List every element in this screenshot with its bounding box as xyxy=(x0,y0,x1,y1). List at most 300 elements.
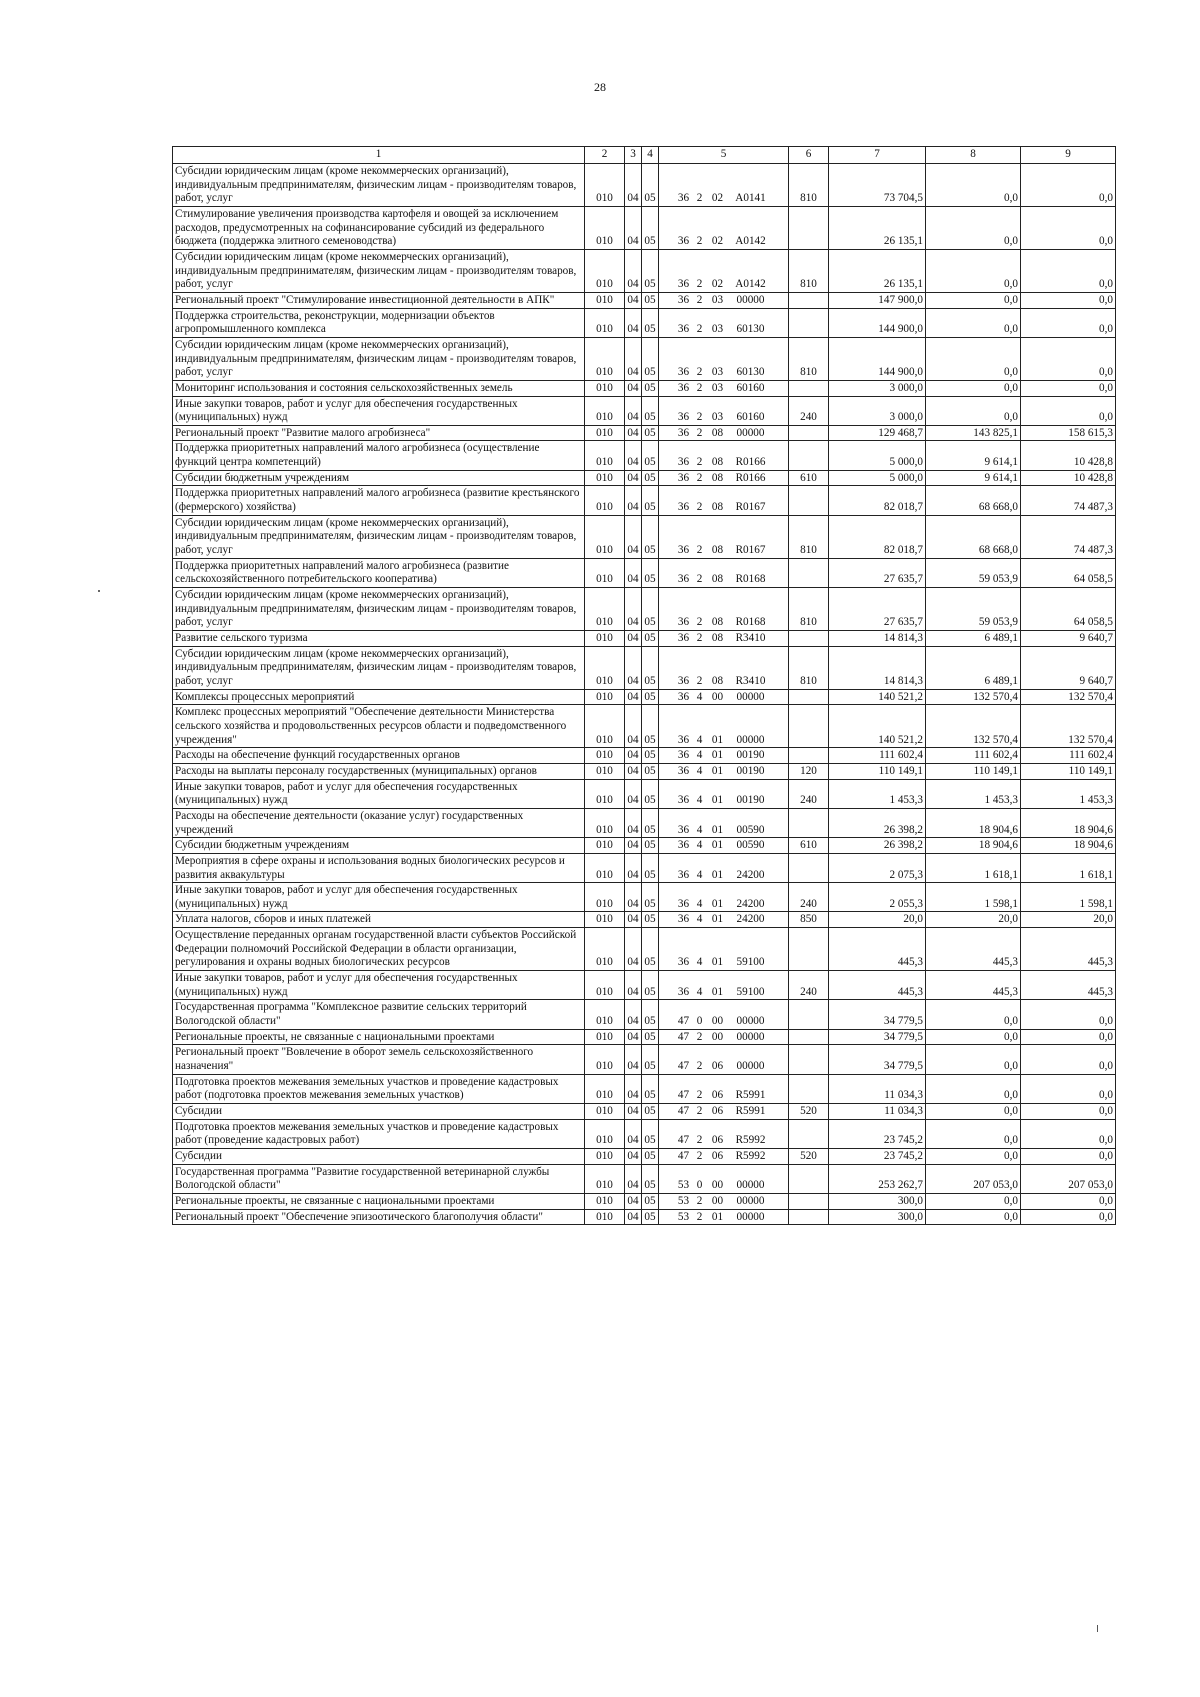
subprogram-code: 2 xyxy=(696,235,703,248)
subsection-code: 04 xyxy=(625,705,642,748)
direction-code: 00590 xyxy=(736,823,765,836)
direction-code: R5991 xyxy=(735,1089,766,1102)
expense-type-code xyxy=(789,206,829,249)
program-code: 36 xyxy=(677,456,690,469)
amount-col-9: 18 904,6 xyxy=(1021,808,1116,837)
amount-col-8: 132 570,4 xyxy=(926,705,1021,748)
row-name: Подготовка проектов межевания земельных участков и проведение кадастровых работ (проведение кадастровых работ) xyxy=(173,1119,585,1148)
program-code: 36 xyxy=(677,839,690,852)
section-code: 010 xyxy=(585,631,625,647)
subprogram-code: 2 xyxy=(696,323,703,336)
program-code: 36 xyxy=(677,471,690,484)
group-code: 00 xyxy=(711,690,724,703)
subsection-code: 04 xyxy=(625,396,642,425)
amount-col-8: 111 602,4 xyxy=(926,748,1021,764)
row-name: Субсидии бюджетным учреждениям xyxy=(173,470,585,486)
group-code: 01 xyxy=(711,749,724,762)
program-code: 36 xyxy=(677,192,690,205)
subsection-code: 04 xyxy=(625,883,642,912)
direction-code: 00000 xyxy=(736,1060,765,1073)
chapter-code: 05 xyxy=(642,1209,659,1225)
table-row xyxy=(173,1164,1116,1193)
section-code: 010 xyxy=(585,1000,625,1029)
target-article-code xyxy=(659,308,789,337)
subprogram-code: 2 xyxy=(696,456,703,469)
program-code: 36 xyxy=(677,235,690,248)
row-name: Иные закупки товаров, работ и услуг для обеспечения государственных (муниципальных) нужд xyxy=(173,971,585,1000)
group-code: 01 xyxy=(711,839,724,852)
program-code: 47 xyxy=(677,1134,690,1147)
subprogram-code: 2 xyxy=(696,616,703,629)
subprogram-code: 2 xyxy=(696,1194,703,1207)
row-name: Субсидии юридическим лицам (кроме некоммерческих организаций), индивидуальным предпринимателям, физическим лицам - производителям товаров, работ, услуг xyxy=(173,515,585,558)
expense-type-code xyxy=(789,748,829,764)
group-code: 00 xyxy=(711,1015,724,1028)
program-code: 36 xyxy=(677,366,690,379)
row-name: Поддержка приоритетных направлений малого агробизнеса (осуществление функций центра компетенций) xyxy=(173,441,585,470)
group-code: 01 xyxy=(711,1210,724,1223)
program-code: 53 xyxy=(677,1194,690,1207)
target-article-code xyxy=(659,515,789,558)
row-name: Иные закупки товаров, работ и услуг для обеспечения государственных (муниципальных) нужд xyxy=(173,883,585,912)
amount-col-9: 132 570,4 xyxy=(1021,689,1116,705)
header-cell: 8 xyxy=(926,147,1021,164)
amount-col-7: 14 814,3 xyxy=(829,646,926,689)
program-code: 36 xyxy=(677,573,690,586)
direction-code: 60160 xyxy=(736,411,765,424)
direction-code: R0168 xyxy=(735,616,766,629)
subprogram-code: 2 xyxy=(696,278,703,291)
amount-col-9: 0,0 xyxy=(1021,337,1116,380)
subsection-code: 04 xyxy=(625,1104,642,1120)
expense-type-code: 810 xyxy=(789,337,829,380)
chapter-code: 05 xyxy=(642,689,659,705)
amount-col-8: 1 618,1 xyxy=(926,853,1021,882)
amount-col-9: 10 428,8 xyxy=(1021,470,1116,486)
section-code: 010 xyxy=(585,425,625,441)
group-code: 08 xyxy=(711,632,724,644)
direction-code: 00000 xyxy=(736,1210,765,1223)
table-row xyxy=(173,515,1116,558)
amount-col-8: 59 053,9 xyxy=(926,588,1021,631)
amount-col-7: 129 468,7 xyxy=(829,425,926,441)
subprogram-code: 2 xyxy=(696,1105,703,1117)
amount-col-7: 14 814,3 xyxy=(829,631,926,647)
subsection-code: 04 xyxy=(625,337,642,380)
section-code: 010 xyxy=(585,748,625,764)
subprogram-code: 2 xyxy=(696,573,703,586)
amount-col-8: 445,3 xyxy=(926,928,1021,971)
amount-col-8: 0,0 xyxy=(926,292,1021,308)
amount-col-8: 68 668,0 xyxy=(926,486,1021,515)
subprogram-code: 2 xyxy=(696,366,703,379)
amount-col-7: 445,3 xyxy=(829,971,926,1000)
chapter-code: 05 xyxy=(642,1104,659,1120)
chapter-code: 05 xyxy=(642,1000,659,1029)
subsection-code: 04 xyxy=(625,779,642,808)
subsection-code: 04 xyxy=(625,631,642,647)
subsection-code: 04 xyxy=(625,1148,642,1164)
row-name: Государственная программа "Развитие государственной ветеринарной службы Вологодской области" xyxy=(173,1164,585,1193)
row-name: Субсидии юридическим лицам (кроме некоммерческих организаций), индивидуальным предпринимателям, физическим лицам - производителям товаров, работ, услуг xyxy=(173,337,585,380)
amount-col-8: 18 904,6 xyxy=(926,808,1021,837)
amount-col-9: 0,0 xyxy=(1021,206,1116,249)
subprogram-code: 2 xyxy=(696,426,703,439)
program-code: 36 xyxy=(677,323,690,336)
group-code: 03 xyxy=(711,323,724,336)
amount-col-8: 132 570,4 xyxy=(926,689,1021,705)
amount-col-7: 1 453,3 xyxy=(829,779,926,808)
target-article-code xyxy=(659,206,789,249)
subprogram-code: 2 xyxy=(696,1030,703,1043)
group-code: 03 xyxy=(711,411,724,424)
subsection-code: 04 xyxy=(625,470,642,486)
target-article-code xyxy=(659,292,789,308)
subsection-code: 04 xyxy=(625,558,642,587)
target-article-code xyxy=(659,249,789,292)
amount-col-8: 0,0 xyxy=(926,1148,1021,1164)
chapter-code: 05 xyxy=(642,631,659,647)
row-name: Поддержка приоритетных направлений малого агробизнеса (развитие сельскохозяйственного потребительского кооператива) xyxy=(173,558,585,587)
subsection-code: 04 xyxy=(625,689,642,705)
amount-col-7: 23 745,2 xyxy=(829,1148,926,1164)
section-code: 010 xyxy=(585,337,625,380)
direction-code: 59100 xyxy=(736,985,765,998)
chapter-code: 05 xyxy=(642,1119,659,1148)
amount-col-8: 0,0 xyxy=(926,396,1021,425)
direction-code: 24200 xyxy=(736,913,765,926)
group-code: 01 xyxy=(711,733,724,746)
chapter-code: 05 xyxy=(642,337,659,380)
page-number: 28 xyxy=(594,80,606,94)
program-code: 53 xyxy=(677,1179,690,1192)
subprogram-code: 2 xyxy=(696,632,703,644)
table-row xyxy=(173,308,1116,337)
direction-code: R3410 xyxy=(735,632,766,644)
group-code: 01 xyxy=(711,794,724,807)
subsection-code: 04 xyxy=(625,515,642,558)
group-code: 08 xyxy=(711,471,724,484)
chapter-code: 05 xyxy=(642,441,659,470)
amount-col-7: 26 398,2 xyxy=(829,838,926,854)
amount-col-8: 445,3 xyxy=(926,971,1021,1000)
row-name: Субсидии юридическим лицам (кроме некоммерческих организаций), индивидуальным предпринимателям, физическим лицам - производителям товаров, работ, услуг xyxy=(173,588,585,631)
target-article-code xyxy=(659,1148,789,1164)
subprogram-code: 4 xyxy=(696,868,703,881)
expense-type-code xyxy=(789,1164,829,1193)
amount-col-9: 445,3 xyxy=(1021,971,1116,1000)
section-code: 010 xyxy=(585,1045,625,1074)
amount-col-9: 18 904,6 xyxy=(1021,838,1116,854)
target-article-code xyxy=(659,705,789,748)
amount-col-9: 1 453,3 xyxy=(1021,779,1116,808)
chapter-code: 05 xyxy=(642,292,659,308)
table-row xyxy=(173,470,1116,486)
subprogram-code: 2 xyxy=(696,1149,703,1162)
table-row xyxy=(173,763,1116,779)
amount-col-9: 0,0 xyxy=(1021,380,1116,396)
target-article-code xyxy=(659,1045,789,1074)
section-code: 010 xyxy=(585,853,625,882)
table-row xyxy=(173,1148,1116,1164)
target-article-code xyxy=(659,912,789,928)
amount-col-9: 0,0 xyxy=(1021,292,1116,308)
subsection-code: 04 xyxy=(625,1045,642,1074)
direction-code: R0166 xyxy=(735,471,766,484)
table-row xyxy=(173,588,1116,631)
section-code: 010 xyxy=(585,808,625,837)
table-row xyxy=(173,838,1116,854)
amount-col-9: 207 053,0 xyxy=(1021,1164,1116,1193)
amount-col-7: 23 745,2 xyxy=(829,1119,926,1148)
subsection-code: 04 xyxy=(625,308,642,337)
group-code: 02 xyxy=(711,192,724,205)
row-name: Региональные проекты, не связанные с национальными проектами xyxy=(173,1029,585,1045)
table-row xyxy=(173,1209,1116,1225)
subprogram-code: 4 xyxy=(696,956,703,969)
amount-col-8: 6 489,1 xyxy=(926,646,1021,689)
direction-code: 59100 xyxy=(736,956,765,969)
chapter-code: 05 xyxy=(642,748,659,764)
expense-type-code: 810 xyxy=(789,515,829,558)
amount-col-7: 11 034,3 xyxy=(829,1104,926,1120)
row-name: Расходы на обеспечение деятельности (оказание услуг) государственных учреждений xyxy=(173,808,585,837)
amount-col-9: 110 149,1 xyxy=(1021,763,1116,779)
table-row xyxy=(173,396,1116,425)
table-row xyxy=(173,206,1116,249)
chapter-code: 05 xyxy=(642,883,659,912)
target-article-code xyxy=(659,380,789,396)
chapter-code: 05 xyxy=(642,588,659,631)
chapter-code: 05 xyxy=(642,928,659,971)
section-code: 010 xyxy=(585,646,625,689)
row-name: Уплата налогов, сборов и иных платежей xyxy=(173,912,585,928)
target-article-code xyxy=(659,164,789,207)
program-code: 36 xyxy=(677,690,690,703)
row-name: Развитие сельского туризма xyxy=(173,631,585,647)
program-code: 36 xyxy=(677,764,690,777)
group-code: 03 xyxy=(711,381,724,394)
amount-col-7: 34 779,5 xyxy=(829,1045,926,1074)
program-code: 47 xyxy=(677,1089,690,1102)
subsection-code: 04 xyxy=(625,380,642,396)
chapter-code: 05 xyxy=(642,249,659,292)
amount-col-8: 0,0 xyxy=(926,1209,1021,1225)
row-name: Региональный проект "Обеспечение эпизоотического благополучия области" xyxy=(173,1209,585,1225)
amount-col-7: 300,0 xyxy=(829,1209,926,1225)
program-code: 36 xyxy=(677,868,690,881)
row-name: Субсидии бюджетным учреждениям xyxy=(173,838,585,854)
amount-col-9: 0,0 xyxy=(1021,164,1116,207)
program-code: 47 xyxy=(677,1030,690,1043)
section-code: 010 xyxy=(585,515,625,558)
expense-type-code xyxy=(789,441,829,470)
chapter-code: 05 xyxy=(642,1074,659,1103)
group-code: 06 xyxy=(711,1149,724,1162)
subsection-code: 04 xyxy=(625,249,642,292)
table-row xyxy=(173,883,1116,912)
amount-col-9: 1 618,1 xyxy=(1021,853,1116,882)
amount-col-8: 9 614,1 xyxy=(926,470,1021,486)
subsection-code: 04 xyxy=(625,206,642,249)
subsection-code: 04 xyxy=(625,838,642,854)
table-row xyxy=(173,971,1116,1000)
row-name: Подготовка проектов межевания земельных участков и проведение кадастровых работ (подготовка проектов межевания земельных участков) xyxy=(173,1074,585,1103)
direction-code: 24200 xyxy=(736,868,765,881)
row-name: Иные закупки товаров, работ и услуг для обеспечения государственных (муниципальных) нужд xyxy=(173,396,585,425)
group-code: 08 xyxy=(711,426,724,439)
row-name: Расходы на обеспечение функций государственных органов xyxy=(173,748,585,764)
expense-type-code xyxy=(789,558,829,587)
target-article-code xyxy=(659,779,789,808)
expense-type-code: 810 xyxy=(789,249,829,292)
amount-col-7: 5 000,0 xyxy=(829,441,926,470)
expense-type-code xyxy=(789,1029,829,1045)
amount-col-7: 27 635,7 xyxy=(829,558,926,587)
chapter-code: 05 xyxy=(642,1045,659,1074)
expense-type-code xyxy=(789,486,829,515)
chapter-code: 05 xyxy=(642,1029,659,1045)
target-article-code xyxy=(659,1104,789,1120)
direction-code: R5992 xyxy=(735,1134,766,1147)
amount-col-8: 1 598,1 xyxy=(926,883,1021,912)
program-code: 36 xyxy=(677,544,690,557)
program-code: 36 xyxy=(677,411,690,424)
target-article-code xyxy=(659,853,789,882)
section-code: 010 xyxy=(585,558,625,587)
subprogram-code: 2 xyxy=(696,544,703,557)
program-code: 36 xyxy=(677,897,690,910)
section-code: 010 xyxy=(585,1029,625,1045)
direction-code: 00000 xyxy=(736,293,765,306)
group-code: 01 xyxy=(711,897,724,910)
program-code: 36 xyxy=(677,616,690,629)
chapter-code: 05 xyxy=(642,779,659,808)
table-row xyxy=(173,1045,1116,1074)
amount-col-7: 26 398,2 xyxy=(829,808,926,837)
target-article-code xyxy=(659,1029,789,1045)
expense-type-code xyxy=(789,425,829,441)
amount-col-9: 445,3 xyxy=(1021,928,1116,971)
table-row xyxy=(173,1193,1116,1209)
direction-code: 00000 xyxy=(736,733,765,746)
direction-code: 00000 xyxy=(736,1194,765,1207)
section-code: 010 xyxy=(585,971,625,1000)
section-code: 010 xyxy=(585,292,625,308)
row-name: Расходы на выплаты персоналу государственных (муниципальных) органов xyxy=(173,763,585,779)
group-code: 08 xyxy=(711,573,724,586)
header-row xyxy=(173,147,1116,164)
expense-type-code: 240 xyxy=(789,971,829,1000)
amount-col-7: 26 135,1 xyxy=(829,206,926,249)
subsection-code: 04 xyxy=(625,1074,642,1103)
amount-col-7: 34 779,5 xyxy=(829,1029,926,1045)
target-article-code xyxy=(659,337,789,380)
section-code: 010 xyxy=(585,588,625,631)
expense-type-code xyxy=(789,1074,829,1103)
subsection-code: 04 xyxy=(625,441,642,470)
group-code: 08 xyxy=(711,674,724,687)
direction-code: 00000 xyxy=(736,690,765,703)
direction-code: 00000 xyxy=(736,426,765,439)
subsection-code: 04 xyxy=(625,292,642,308)
subsection-code: 04 xyxy=(625,1193,642,1209)
expense-type-code xyxy=(789,1045,829,1074)
table-row xyxy=(173,292,1116,308)
amount-col-7: 3 000,0 xyxy=(829,380,926,396)
row-name: Комплексы процессных мероприятий xyxy=(173,689,585,705)
amount-col-7: 82 018,7 xyxy=(829,515,926,558)
table-row xyxy=(173,380,1116,396)
subprogram-code: 4 xyxy=(696,985,703,998)
chapter-code: 05 xyxy=(642,558,659,587)
section-code: 010 xyxy=(585,1104,625,1120)
amount-col-9: 0,0 xyxy=(1021,1000,1116,1029)
subprogram-code: 2 xyxy=(696,1060,703,1073)
subprogram-code: 2 xyxy=(696,411,703,424)
group-code: 08 xyxy=(711,616,724,629)
expense-type-code: 850 xyxy=(789,912,829,928)
group-code: 02 xyxy=(711,278,724,291)
expense-type-code xyxy=(789,928,829,971)
row-name: Мониторинг использования и состояния сельскохозяйственных земель xyxy=(173,380,585,396)
chapter-code: 05 xyxy=(642,164,659,207)
direction-code: R0167 xyxy=(735,544,766,557)
chapter-code: 05 xyxy=(642,308,659,337)
group-code: 00 xyxy=(711,1179,724,1192)
direction-code: 00190 xyxy=(736,764,765,777)
program-code: 36 xyxy=(677,794,690,807)
table-row xyxy=(173,1029,1116,1045)
group-code: 03 xyxy=(711,293,724,306)
chapter-code: 05 xyxy=(642,1148,659,1164)
section-code: 010 xyxy=(585,689,625,705)
subprogram-code: 4 xyxy=(696,823,703,836)
row-name: Комплекс процессных мероприятий "Обеспечение деятельности Министерства сельского хозяйства и продовольственных ресурсов области и подведомственного учреждения" xyxy=(173,705,585,748)
section-code: 010 xyxy=(585,206,625,249)
row-name: Субсидии юридическим лицам (кроме некоммерческих организаций), индивидуальным предпринимателям, физическим лицам - производителям товаров, работ, услуг xyxy=(173,646,585,689)
target-article-code xyxy=(659,1119,789,1148)
program-code: 36 xyxy=(677,426,690,439)
amount-col-7: 34 779,5 xyxy=(829,1000,926,1029)
expense-type-code xyxy=(789,808,829,837)
subsection-code: 04 xyxy=(625,853,642,882)
amount-col-9: 0,0 xyxy=(1021,1119,1116,1148)
amount-col-7: 147 900,0 xyxy=(829,292,926,308)
subprogram-code: 4 xyxy=(696,690,703,703)
subprogram-code: 2 xyxy=(696,381,703,394)
direction-code: 00190 xyxy=(736,794,765,807)
chapter-code: 05 xyxy=(642,1193,659,1209)
subprogram-code: 0 xyxy=(696,1015,703,1028)
chapter-code: 05 xyxy=(642,912,659,928)
amount-col-9: 10 428,8 xyxy=(1021,441,1116,470)
section-code: 010 xyxy=(585,396,625,425)
target-article-code xyxy=(659,971,789,1000)
expense-type-code xyxy=(789,689,829,705)
amount-col-8: 9 614,1 xyxy=(926,441,1021,470)
subsection-code: 04 xyxy=(625,646,642,689)
header-cell: 2 xyxy=(585,147,625,164)
section-code: 010 xyxy=(585,470,625,486)
direction-code: 00190 xyxy=(736,749,765,762)
expense-type-code xyxy=(789,1209,829,1225)
amount-col-7: 2 055,3 xyxy=(829,883,926,912)
group-code: 01 xyxy=(711,764,724,777)
section-code: 010 xyxy=(585,380,625,396)
table-row xyxy=(173,631,1116,647)
target-article-code xyxy=(659,441,789,470)
